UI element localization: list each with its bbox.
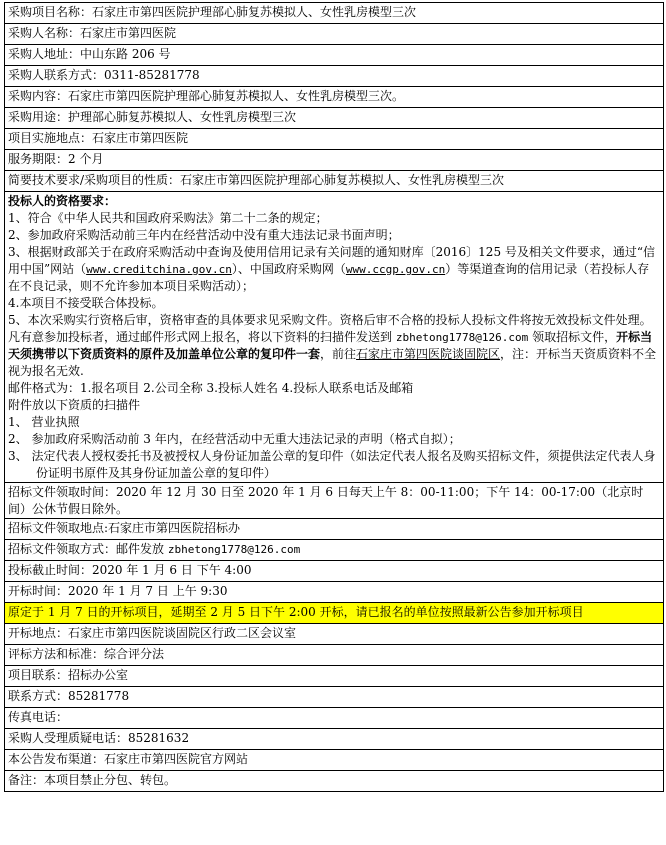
qualification-item-1: 1、符合《中华人民共和国政府采购法》第二十二条的规定；: [8, 211, 328, 225]
project-name-cell: 采购项目名称：石家庄市第四医院护理部心肺复苏模拟人、女性乳房模型三次: [5, 3, 664, 24]
postponement-notice-cell: 原定于 1 月 7 日的开标项目，延期至 2 月 5 日下午 2:00 开标，请已报名的单位按照最新公告参加开标项目: [5, 603, 664, 624]
qualification-item-2: 2、参加政府采购活动前三年内在经营活动中没有重大违法记录书面声明；: [8, 228, 400, 242]
project-contact-cell: 项目联系：招标办公室: [5, 666, 664, 687]
table-row: [5, 87, 664, 108]
table-row: [5, 519, 664, 540]
doc-collection-time-cell: 招标文件领取时间：2020 年 12 月 30 日至 2020 年 1 月 6 日每天上午 8：00-11:00；下午 14：00-17:00（北京时间）公休节假日除外。: [5, 483, 664, 519]
table-row: [5, 24, 664, 45]
remarks-cell: 备注：本项目禁止分包、转包。: [5, 771, 664, 792]
opening-location-cell: 开标地点：石家庄市第四医院谈固院区行政二区会议室: [5, 624, 664, 645]
evaluation-method-cell: 评标方法和标准：综合评分法: [5, 645, 664, 666]
table-row: [5, 108, 664, 129]
table-row: [5, 687, 664, 708]
table-row: [5, 171, 664, 192]
registration-instructions: 凡有意参加投标者，通过邮件形式网上报名，将以下资料的扫描件发送到 zbhetong1778@126.com 领取招标文件，开标当天须携带以下资质资料的原件及加盖单位公章的复印件一套，前往石家庄市第四医院谈固院区，注：开标当天资质资料不全视为报名无效.: [8, 330, 657, 378]
opening-time-cell: 开标时间：2020 年 1 月 7 日 上午 9:30: [5, 582, 664, 603]
table-row: [5, 750, 664, 771]
email-format: 邮件格式为：1.报名项目 2.公司全称 3.投标人姓名 4.投标人联系电话及邮箱: [8, 381, 414, 395]
doc-email: zbhetong1778@126.com: [167, 543, 301, 556]
doc-collection-method-cell: 招标文件领取方式：邮件发放 zbhetong1778@126.com: [5, 540, 664, 561]
procurement-announcement-table: [4, 2, 664, 792]
publication-channel-cell: 本公告发布渠道：石家庄市第四医院官方网站: [5, 750, 664, 771]
purchase-content-cell: 采购内容：石家庄市第四医院护理部心肺复苏模拟人、女性乳房模型三次。: [5, 87, 664, 108]
hospital-campus-link[interactable]: 石家庄市第四医院谈固院区: [356, 347, 501, 361]
ccgp-link[interactable]: www.ccgp.gov.cn: [345, 263, 446, 276]
table-row: [5, 603, 664, 624]
attachment-heading: 附件放以下资质的扫描件: [8, 398, 141, 412]
table-row: [5, 561, 664, 582]
table-row: [5, 45, 664, 66]
table-row: [5, 3, 664, 24]
table-row: [5, 150, 664, 171]
qualification-item-5: 5、本次采购实行资格后审，资格审查的具体要求见采购文件。资格后审不合格的投标人投标文件将按无效投标文件处理。: [8, 313, 652, 327]
bidder-qualification-cell: [5, 192, 664, 483]
table-row: [5, 129, 664, 150]
contact-phone-cell: 联系方式：85281778: [5, 687, 664, 708]
attachment-item-2: 2、 参加政府采购活动前 3 年内，在经营活动中无重大违法记录的声明（格式自拟）；: [8, 432, 461, 446]
table-row: [5, 708, 664, 729]
bid-deadline-cell: 投标截止时间：2020 年 1 月 6 日 下午 4:00: [5, 561, 664, 582]
table-row: [5, 666, 664, 687]
attachment-item-1: 1、 营业执照: [8, 415, 80, 429]
complaint-phone-cell: 采购人受理质疑电话：85281632: [5, 729, 664, 750]
technical-requirements-cell: 简要技术要求/采购项目的性质：石家庄市第四医院护理部心肺复苏模拟人、女性乳房模型三次: [5, 171, 664, 192]
purchaser-address-cell: 采购人地址：中山东路 206 号: [5, 45, 664, 66]
bring-originals-note: 开标当天须携带以下资质资料的原件及加盖单位公章的复印件一套: [8, 330, 653, 361]
table-row: [5, 483, 664, 519]
purchaser-contact-cell: 采购人联系方式：0311-85281778: [5, 66, 664, 87]
doc-collection-location-cell: 招标文件领取地点:石家庄市第四医院招标办: [5, 519, 664, 540]
service-period-cell: 服务期限：2 个月: [5, 150, 664, 171]
purchaser-name-cell: 采购人名称：石家庄市第四医院: [5, 24, 664, 45]
table-row: [5, 582, 664, 603]
implementation-site-cell: 项目实施地点：石家庄市第四医院: [5, 129, 664, 150]
attachment-item-3: 3、 法定代表人授权委托书及被授权人身份证加盖公章的复印件（如法定代表人报名及购买招标文件，须提供法定代表人身份证明书原件及其身份证加盖公章的复印件）: [8, 449, 656, 480]
qualification-title: 投标人的资格要求：: [8, 194, 117, 208]
fax-cell: 传真电话：: [5, 708, 664, 729]
table-row: [5, 645, 664, 666]
creditchina-link[interactable]: www.creditchina.gov.cn: [86, 263, 232, 276]
table-row: [5, 729, 664, 750]
table-row: [5, 540, 664, 561]
table-row: [5, 192, 664, 483]
table-row: [5, 624, 664, 645]
registration-email: zbhetong1778@126.com: [395, 331, 529, 344]
qualification-item-4: 4.本项目不接受联合体投标。: [8, 296, 164, 310]
table-row: [5, 66, 664, 87]
table-row: [5, 771, 664, 792]
purchase-purpose-cell: 采购用途：护理部心肺复苏模拟人、女性乳房模型三次: [5, 108, 664, 129]
qualification-item-3: 3、根据财政部关于在政府采购活动中查询及使用信用记录有关问题的通知财库〔2016〕125 号及相关文件要求，通过“信用中国”网站（www.creditchina.gov.cn）、中国政府采购网（www.ccgp.gov.cn）等渠道查询的信用记录（若投标人存在不良记录，则不允许参加本项目采购活动）；: [8, 245, 656, 293]
